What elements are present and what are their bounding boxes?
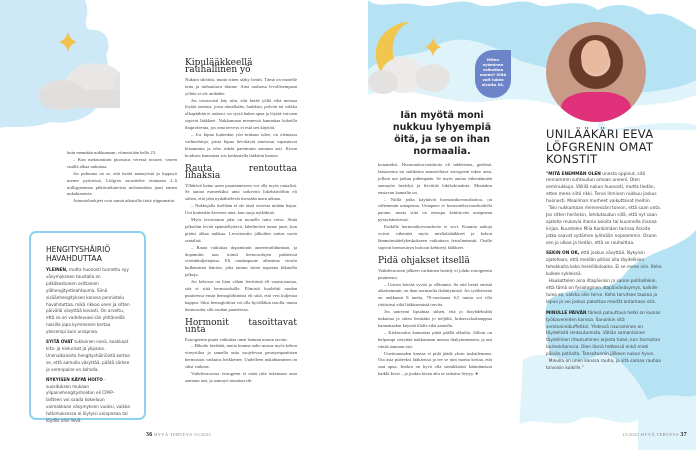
sky-cloud-illustration xyxy=(0,0,120,135)
text: Toki nukkumaan mennessäni toivon, että saan unta. Jos sitten heränkin, lohdutaudun sillä, että nyt saan ajatella mukavia ihania asioita tai kuunnella ihanaa kirjaa. Kuuntelen Miia Kankimäen tarinaa Asioita jotka saavat sydämen lyömään nopeammin. Osaan sen jo ulkoa ja tiedän, että se rauhoittaa. xyxy=(546,206,662,246)
heading-hormones: Hormonit tasoittavat unta xyxy=(185,317,297,335)
box-paragraph xyxy=(46,339,130,374)
paragraph: Myös levottomat jalat on monelle tuttu vaiva. Siinä jalkoihin levitä epämiellyttävä, kihelmöivä tunne juuri, kun pitäisi alkaa nukkua. Levottomiin jalkoihin auttaa usein rautalisä. xyxy=(185,217,297,243)
box-paragraph xyxy=(46,377,130,425)
text: Minulla on unen kanssa rauha, ja sitä samaa rauhaa toivoisin kaikille." xyxy=(546,359,661,371)
paragraph: kuin mennään nukkumaan, viimeistään kello 23. xyxy=(67,150,157,155)
paragraph: – Nukkujalla itsellään ei ole tästä oireesta mitään hajua. Uni kuitenkin kevenee aina, kun raaja nytkähtää. xyxy=(185,203,297,216)
page-number: 36 xyxy=(146,432,153,438)
paragraph: Vaihdevuosissa estrogeeni ei enää riitä tukemaan unta aamuun asti, ja aamuyö muuttuu rik- xyxy=(185,371,297,383)
paragraph: konaiseksi. Hormonikorvaushoito eli tabletteina, geelenä, laastareina tai suihkeina annosteltava estrogeeni tukee unta, jolloin uni jatkuu pidempään. Se myös auttaa vähentämään aamuyön heräilyä ja lievittää hikikohtauksia. Muutakin ensiavun kannalta on. xyxy=(378,162,492,195)
lead-in: NYKYISEN KÄYPÄ HOITO xyxy=(46,376,103,382)
text: mutta huonosti tunnettu syy väsymykseen taustalla on pitkäkestoinen osittainen ylähengitystieahtauma. Siinä sisäänhengityksen kanssa ponnistelu havahduttaa, mikä rikkoo unen ja sitten päivällä väsyttää kovasti. On arveltu, että se on vaihdevuosi-iän ylittäneillä naisilla jopa kymmenen kertaa yleisempi kuin uniapnea. xyxy=(46,267,130,335)
text: tärkeä palauttava hetki on lounas työkavereiden kanssa. Sanonkin sitä serotoniinibuffetiksi. Yhdessä nauraminen on täydellistä rentoutumista. Vähän samanlainen täydellinen irtautuminen arjesta tulee, kun harrastan burleskitanssia. Olen läsnä hetkessä enkä mieti päivän potilaita. Tanssitunnin jälkeen nukun hyvin. xyxy=(546,310,661,358)
heading-iron: Rauta rentouttaa lihaksia xyxy=(185,163,297,181)
middle-column xyxy=(185,54,297,385)
paragraph: Estrogeenin puute vaikuttaa unen laatuun monin tavoin. xyxy=(185,336,288,342)
text: että joskus väsyttää. Nykyisin ajatellaan, että meidän pitäisi olla täydellisen tehokkaita koko hereilläoloaika. Ei se mene niin. Keho kulkee sykleissä. xyxy=(546,251,662,278)
sidebar-column xyxy=(546,128,662,377)
footer-title: HYVÄ TERVEYS 15/2023 xyxy=(154,432,211,437)
paragraph: – Jos kipua kuitenkin yön mittaan tulee, on olemassa vaihtoehtoja, joista kipua lievittävät ainesosat vapautuvat hitaammin ja teho riittää paremmin aamuun asti. Kivun hoidosta kannattaa siis keskustella lääkärin kanssa. xyxy=(185,132,297,158)
text: -suosituksen mukaan ylipainehengityshoidon eli CPAP-laitteen voi saada kokeiluun voimakkaan väsymyksen vuoksi, vaikka tutkimuksessa ei löytyisi uniapneaa tai löydös olisi lievä. xyxy=(46,376,130,424)
text: Haukottelen aina iltapäivisin ja sanon potilaillekin, että tämä on fysiologinen iltapäivänäsymys, kaikille tulee se, vaikka olisi terve. Keho tarvitsee taukoa ja lepoa ja voi joskus pakottaa meidät antamaan sitä. xyxy=(546,279,658,305)
paragraph: – Niillä jotka käyttävät hormonikorvaushoitoa, on vähemmän uniapneaa. Uniapnea ei hormonikorvaushoidolla parane, mutta siitä on ensiapu kehittyvän uniapnean pysäyttämisessä. xyxy=(378,196,492,223)
paragraph: Vaihdevuosien jälkeen varhainen heräily ei johdu estrogeenin puutteesta. xyxy=(378,267,492,280)
paragraph: Nukuin sikeästi, mutta sitten särky heräti. Tämä on monelle tuttu ja turhauttava tilanne. Aina rauhaisa levollisempaan yöhön ei ole unilääke. xyxy=(185,76,297,96)
paragraph: Yllättävä keino unen parantamiseen voi olla myös rautalisä. Se auttaa esimerkiksi unta sotkeviin liikehäiriöihin eli siihen, että jalat nytkähtelevät itsestään unen aikana. xyxy=(185,182,297,202)
paragraph: Annosteluohjeet ovat samat aikuisille iästä riippumatta. xyxy=(73,198,176,204)
text: unesta oppinut, sitä rennommin suhtaudun omaan uneeni. Olen seminukkuja. Välillä nukun huonosti, mutta tiedän, etten mene siitä rikki. Terve ihminen nukkuu joskus huonosti. Maailman murheet vaikuttavat meihin. xyxy=(546,171,657,205)
lead-in: MINULLE PÄIVÄN xyxy=(546,310,587,316)
footer-left xyxy=(146,432,211,438)
pull-quote: Iän myötä moni nukkuu lyhyempiä öitä, ja se on ihan normaalia. xyxy=(392,110,492,157)
portrait-photo xyxy=(546,22,646,122)
paragraph: Unettomuuden kanssa ei pidä jäädä yksin tuskailemaan. Ota asia puheeksi lääkärissä ja tee se niin monta kertaa, että saat apua. Itsekin on hyvä olla sinnikkäästi kääntämässä kaikki kivet – ja jonkin kiven alta se ratkaisu löytyy. ● xyxy=(378,350,492,377)
heading-painkiller: Kipulääkkeellä rauhallinen yö xyxy=(185,58,253,75)
paragraph: Jos toistuvasti käy niin, että herää yöllä eikä meinaa löytää asentoa, jossa alaselkään, lonkkiin, polviin tai vaikka olkapäähän ei sattuisi, on syytä hakea apua ja löytää vaivaan sopivat lääkkeet. Nukkumaan mennessä kannattaa kokeilla ibuprofeenia, jos oma terveys ei estä sen käyttöä. xyxy=(185,97,297,131)
cross-reference-bubble xyxy=(475,50,511,98)
sidebar-paragraph xyxy=(546,172,662,248)
paragraph: Jos pulmana on se, että herää aamuyöstä ja loppuyö menee pyöriessä, Löfgren suosittelee ottamaan 2–6 milligrammaa pitkävaikutteista melatoniinia juuri ennen nukahtamista. xyxy=(67,170,177,197)
text: tukkoinen nenä, kookkaat kita- ja nielurisat ja ylipaino. Unenaikaisista hengityshäiriöistä kertoo se, että aamulla väsyttää, päätä särkee ja verenpaine on koholla. xyxy=(46,339,130,372)
paragraph: Jos unirytmi lipsahtaa siihen, että jo iltayhdeksältä nukuttaa ja sitten herätään jo neljältä, kirkasvaloalamppua kannattaakin käyttää illalla eikä aamulla. xyxy=(378,309,492,328)
footer-right xyxy=(622,432,687,438)
heading-control: Pidä ohjakset itsellä xyxy=(378,255,470,266)
paragraph: Kaikille hormonikorvaushoito ei sovi. Kuumia aaltoja voivat vähentää myös mielialalääkkeet ja kehon lämmönsäätelykeskukseen vaikuttava fetsolinetantti. Osalle sopivat hermosäryn hoitoon kehitetyt lääkkeet. xyxy=(378,224,492,250)
paragraph: – Unesta häviää syvää ja vilkeunta. Se että herää entistä aikaisemmin, on ihan normaalia ikääntymistä. Jos työikäisenä on nukkunut 8 tuntia, 70-vuotiaana 6,5 tuntia voi olla riittävästi eikä lääkitsemistä tarvita. xyxy=(378,281,492,308)
box-paragraph xyxy=(46,267,130,336)
page-number: 37 xyxy=(680,432,687,438)
paragraph: Jos kehossa on liian vähän ferritiiniä eli varastorautaa, sitä ei riitä hermosoluille. Elimistö huolehtii raudan puutteessa ensin hemoglobiinista eli siitä, että veri kuljettaa happea. Siksi hemoglobiini voi olla hyvälläkin tasolla, mutta hermosolut silti raudan puutteessa. xyxy=(185,279,297,312)
pink-blouse xyxy=(561,92,631,122)
lead-in: SYITÄ OVAT xyxy=(46,339,74,345)
lead-in: "MITÄ ENEMMÄN OLEN xyxy=(546,171,601,177)
sidebar-heading: UNILÄÄKÄRI EEVA LÖFGRENIN OMAT KONSTIT xyxy=(546,127,654,166)
info-box xyxy=(29,231,146,424)
sidebar-paragraph xyxy=(546,251,662,306)
lead-in: YLEINEN, xyxy=(46,267,68,272)
footer-title: 15/2023 HYVÄ TERVEYS xyxy=(622,432,679,437)
sidebar-paragraph xyxy=(546,311,662,373)
bubble-text: Miten syöminen vaikuttaa uneen? Siitä voit lukea sivulta 54. xyxy=(479,57,507,87)
right-page-column xyxy=(378,162,492,378)
left-column-text xyxy=(67,150,177,205)
face xyxy=(581,40,609,74)
paragraph: – Hikoilu herättää, mutta kuuma aalto nostaa myös kehon vireystilaa ja samalla unta suojelevan parasympaattisen hermoston vaikutus heikkenee. Uudelleen nukahtaminen on siksi vaikeaa. xyxy=(185,343,298,370)
box-title: HENGITYSHÄIRIÖ HAVAHDUTTAA xyxy=(46,245,111,263)
lead-in: SEKIN ON OK, xyxy=(546,251,580,257)
paragraph: – Rauta vaikuttaa dopamiinin aineenvaihduntaan, ja dopamiini taas toimii hermosolujen päätteissä viestinkuljettajana. Eli raudanpuute aiheuttaa viestin kulkemisen häiriön, joka tuntuu sitten tarpeena liikutella jalkoja. xyxy=(185,244,297,278)
paragraph: – Kun melatoniinin pitoisuus veressä nousee, varren sisällä alkaa nukuttaa. xyxy=(67,156,177,169)
paragraph: – Kirkasvaloa kannattaa pitää päällä alkuilta. Silloin on helpompi venyttää nukkumaan menoa iltakymmeneen, ja uni riittää aamuun asti. xyxy=(378,329,492,349)
